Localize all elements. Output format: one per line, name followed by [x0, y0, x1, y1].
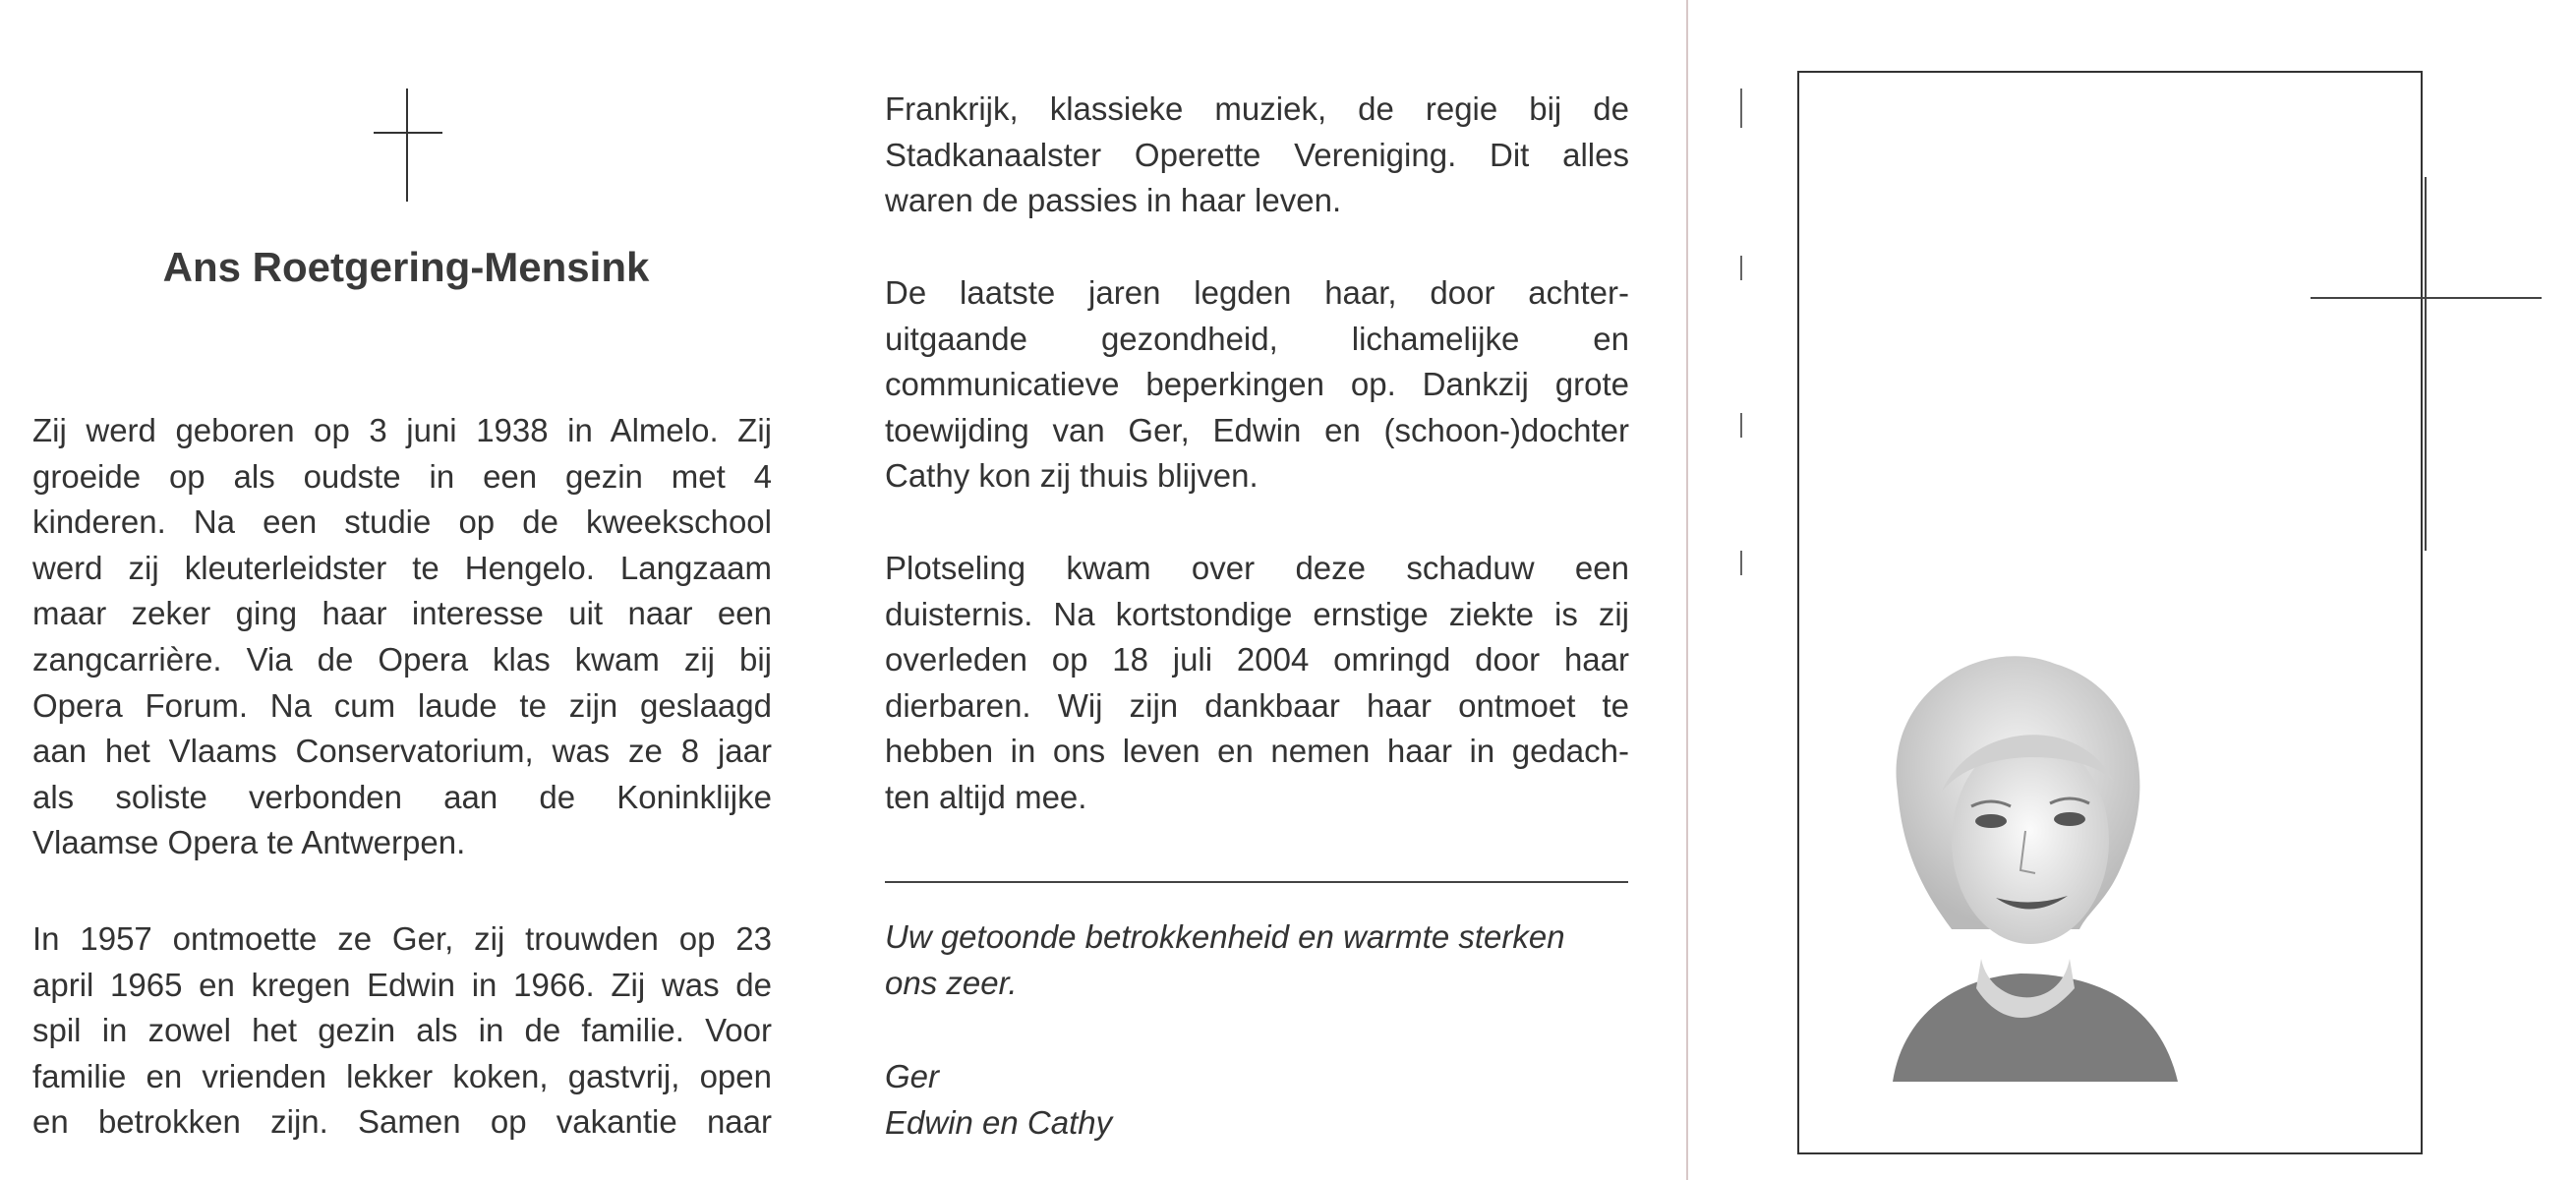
text-line: groeide op als oudste in een gezin met 4	[32, 457, 772, 495]
text-line: Frankrijk, klassieke muziek, de regie bij de	[885, 90, 1629, 127]
signature	[885, 1054, 1629, 1146]
dashed-edge	[1740, 256, 1742, 280]
text-line: aan het Vlaams Conservatorium, was ze 8 jaar	[32, 733, 772, 770]
text-line: Plotseling kwam over deze schaduw een	[885, 550, 1629, 586]
text-line: hebben in ons leven en nemen haar in gedach-	[885, 733, 1629, 770]
text-line: Stadkanaalster Operette Vereniging. Dit alles	[885, 136, 1629, 173]
biography-paragraph-2	[32, 916, 772, 1146]
text-line: en betrokken zijn. Samen op vakantie naar	[32, 1103, 772, 1141]
cross-icon	[2311, 226, 2542, 354]
text-line: In 1957 ontmoette ze Ger, zij trouwden op 23	[32, 920, 772, 957]
text-line: zangcarrière. Via de Opera klas kwam zij bij	[32, 640, 772, 678]
text-line: Opera Forum. Na cum laude te zijn geslaagd	[32, 686, 772, 724]
text-line: uitgaande gezondheid, lichamelijke en	[885, 320, 1629, 357]
text-line: communicatieve beperkingen op. Dankzij grote	[885, 366, 1629, 403]
dashed-edge	[1740, 413, 1742, 438]
biography-paragraph-3	[885, 87, 1629, 224]
biography-paragraph-1	[32, 408, 772, 866]
text-line: maar zeker ging haar interesse uit naar een	[32, 595, 772, 632]
signature-line: Ger	[885, 1058, 940, 1094]
text-line: ons zeer.	[885, 964, 1018, 1001]
biography-paragraph-5	[885, 546, 1629, 821]
text-line: waren de passies in haar leven.	[885, 182, 1342, 219]
page-title: Ans Roetgering-Mensink	[162, 244, 650, 290]
text-line: De laatste jaren legden haar, door achter-	[885, 274, 1629, 311]
dashed-edge	[1740, 551, 1742, 575]
text-line: Zij werd geboren op 3 juni 1938 in Almelo. Zij	[32, 412, 772, 448]
text-line: Uw getoonde betrokkenheid en warmte sterken	[885, 918, 1565, 955]
text-line: april 1965 en kregen Edwin in 1966. Zij was de	[32, 966, 772, 1003]
text-line: dierbaren. Wij zijn dankbaar haar ontmoet te	[885, 686, 1629, 724]
text-line: Cathy kon zij thuis blijven.	[885, 457, 1259, 495]
text-line: familie en vrienden lekker koken, gastvrij, open	[32, 1057, 772, 1094]
fold-line	[1686, 0, 1688, 1180]
thanks-text	[885, 914, 1629, 1006]
cross-icon	[374, 88, 442, 202]
text-line: ten altijd mee.	[885, 778, 1087, 815]
text-line: als soliste verbonden aan de Koninklijke	[32, 778, 772, 815]
text-line: toewijding van Ger, Edwin en (schoon-)dochter	[885, 411, 1629, 448]
text-line: duisternis. Na kortstondige ernstige ziekte is zij	[885, 595, 1629, 632]
text-line: werd zij kleuterleidster te Hengelo. Langzaam	[32, 549, 772, 586]
text-line: overleden op 18 juli 2004 omringd door haar	[885, 641, 1629, 678]
divider	[885, 881, 1628, 883]
text-line: spil in zowel het gezin als in de familie. Voor	[32, 1012, 772, 1049]
signature-line: Edwin en Cathy	[885, 1103, 1113, 1141]
text-line: kinderen. Na een studie op de kweekschool	[32, 503, 772, 541]
text-line: Vlaamse Opera te Antwerpen.	[32, 824, 466, 861]
portrait-photo	[1873, 634, 2188, 1082]
biography-paragraph-4	[885, 270, 1629, 500]
dashed-edge	[1740, 88, 1742, 128]
